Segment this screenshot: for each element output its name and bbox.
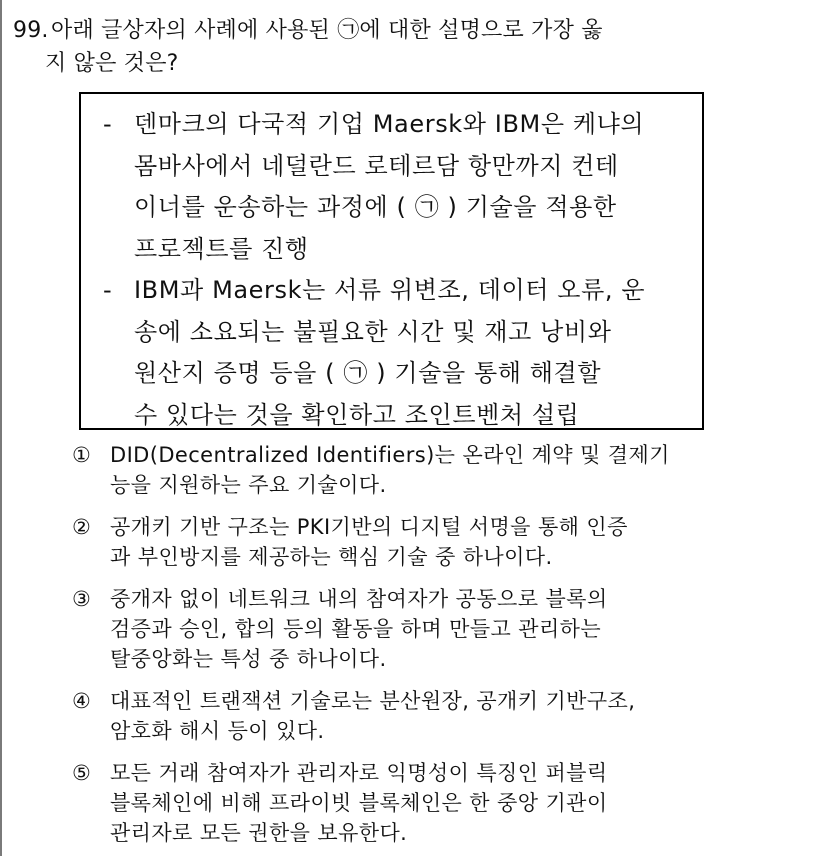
option-marker: ④	[72, 689, 92, 713]
case-item	[103, 270, 688, 436]
case-line: 몸바사에서 네덜란드 로테르담 항만까지 컨테	[134, 151, 619, 180]
answer-option-5[interactable]	[72, 758, 812, 848]
option-line: 검증과 승인, 합의 등의 활동을 하며 만들고 관리하는	[110, 617, 602, 641]
bullet-dash: -	[103, 276, 113, 304]
answer-option-4[interactable]	[72, 686, 812, 746]
case-line: 원산지 증명 등을 ( ㉠ ) 기술을 통해 해결할	[134, 359, 602, 387]
answer-option-2[interactable]	[72, 512, 812, 572]
option-line: 과 부인방지를 제공하는 핵심 기술 중 하나이다.	[110, 545, 553, 569]
option-line: 탈중앙화는 특성 중 하나이다.	[110, 647, 387, 671]
case-text-box	[79, 92, 704, 430]
case-line: 이너를 운송하는 과정에 ( ㉠ ) 기술을 적용한	[134, 193, 617, 221]
page-left-border	[0, 0, 2, 856]
case-line: 프로젝트를 진행	[134, 234, 309, 263]
option-line: 관리자로 모든 권한을 보유한다.	[110, 821, 408, 845]
question-stem	[13, 14, 813, 80]
option-marker: ③	[72, 587, 92, 611]
question-line-1	[13, 14, 813, 47]
option-marker: ⑤	[72, 761, 92, 785]
bullet-dash: -	[103, 110, 113, 138]
option-line: 모든 거래 참여자가 관리자로 익명성이 특징인 퍼블릭	[110, 761, 608, 785]
question-text-line-2: 지 않은 것은?	[45, 51, 179, 76]
option-line: DID(Decentralized Identifiers)는 온라인 계약 및 결제기	[110, 443, 670, 467]
case-line: 수 있다는 것을 확인하고 조인트벤처 설립	[134, 400, 580, 429]
option-marker: ①	[72, 443, 92, 467]
question-number: 99.	[13, 18, 49, 43]
answer-option-1[interactable]	[72, 440, 812, 500]
case-line: IBM과 Maersk는 서류 위변조, 데이터 오류, 운	[134, 276, 646, 304]
option-line: 암호화 해시 등이 있다.	[110, 719, 325, 743]
answer-option-3[interactable]	[72, 584, 812, 674]
option-line: 블록체인에 비해 프라이빗 블록체인은 한 중앙 기관이	[110, 791, 608, 815]
answer-options	[72, 440, 812, 860]
option-line: 중개자 없이 네트워크 내의 참여자가 공동으로 블록의	[110, 587, 608, 611]
option-line: 대표적인 트랜잭션 기술로는 분산원장, 공개키 기반구조,	[110, 689, 636, 713]
case-line: 덴마크의 다국적 기업 Maersk와 IBM은 케냐의	[134, 110, 645, 138]
question-text-line-1: 아래 글상자의 사례에 사용된 ㉠에 대한 설명으로 가장 옳	[51, 18, 603, 43]
case-line: 송에 소요되는 불필요한 시간 및 재고 낭비와	[134, 317, 612, 346]
option-line: 능을 지원하는 주요 기술이다.	[110, 473, 387, 497]
option-line: 공개키 기반 구조는 PKI기반의 디지털 서명을 통해 인증	[110, 515, 628, 539]
option-marker: ②	[72, 515, 92, 539]
case-item	[103, 104, 688, 270]
